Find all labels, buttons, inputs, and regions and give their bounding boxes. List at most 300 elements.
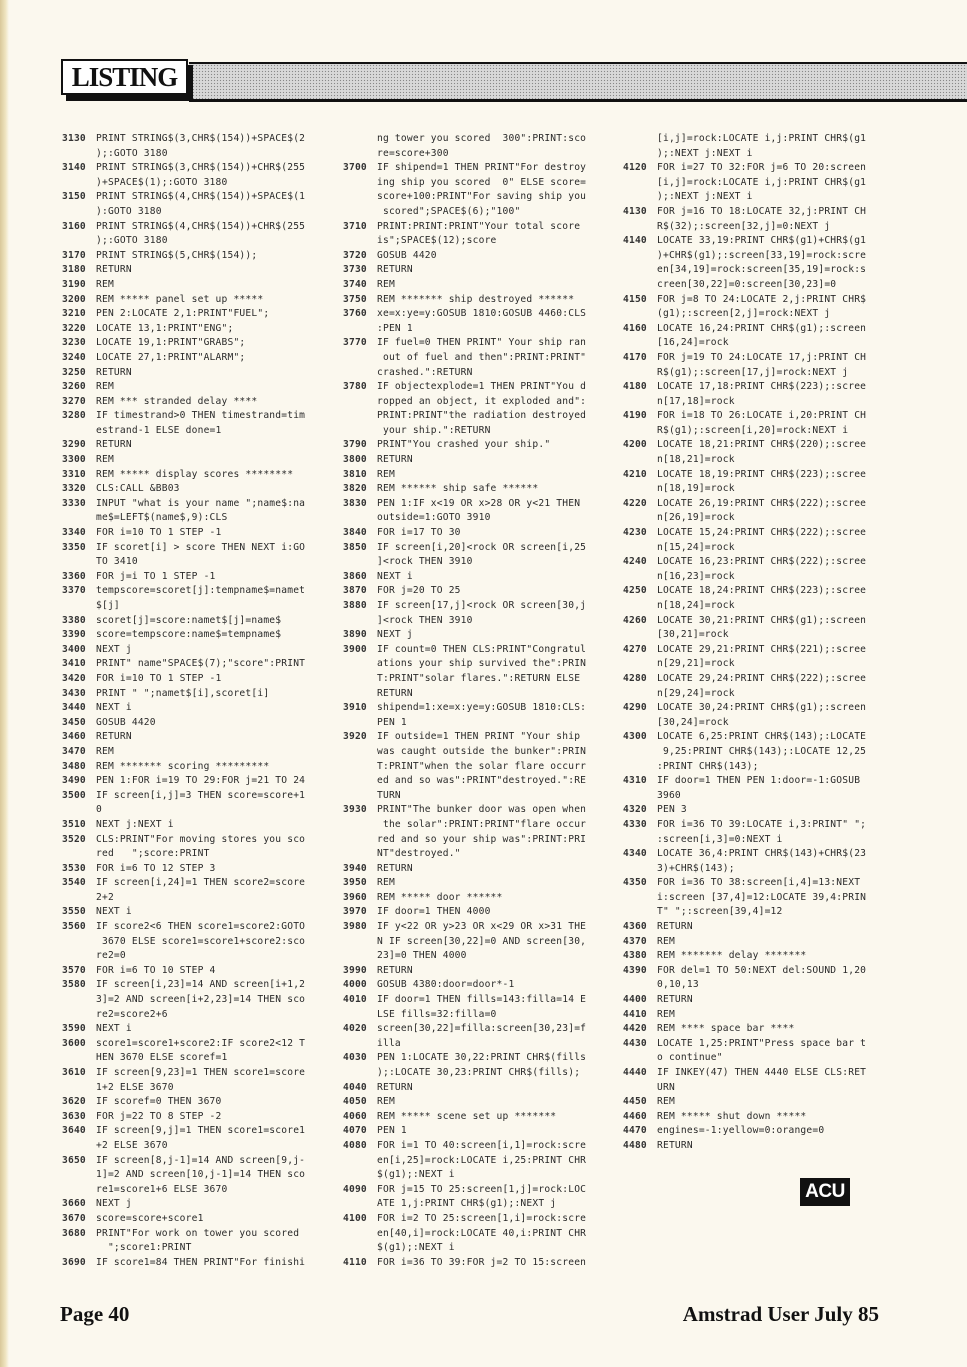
code-line [343,249,608,264]
code-segment: T:PRINT"when the solar flare occurr [377,760,587,772]
line-code [96,920,327,964]
code-segment: REM *** stranded delay **** [96,395,258,407]
line-number: 3890 [343,629,367,641]
line-code [657,774,888,803]
code-line [62,833,327,862]
code-line [623,322,888,351]
code-line [343,803,608,861]
code-segment: xe=x:ye=y:GOSUB 1810:GOSUB 4460:CLS [377,308,587,320]
line-number: 3610 [62,1067,86,1078]
code-segment: IF screen[i,23]=14 AND screen[i+1,2 [96,979,306,991]
line-number: 4460 [623,1110,647,1122]
line-code [96,351,327,366]
code-line [62,760,327,775]
code-line [343,905,608,920]
code-line [623,803,888,818]
code-line [623,1008,888,1023]
line-number: 3880 [343,600,367,611]
line-number: 4320 [623,804,647,816]
code-segment: FOR i=36 TO 38:screen[i,4]=13:NEXT [657,877,861,889]
line-code [96,978,327,1022]
line-number: 4080 [343,1139,367,1151]
code-segment: LOCATE 33,19:PRINT CHR$(g1)+CHR$(g1 [657,235,867,247]
code-segment: IF score1=84 THEN PRINT"For finishi [96,1256,306,1268]
line-code [96,789,327,818]
line-number: 3800 [343,454,367,466]
code-line [343,964,608,979]
line-number: 3300 [62,454,86,466]
code-line [343,891,608,906]
code-segment: IF screen[i,j]=3 THEN score=score+1 [96,789,306,801]
code-segment: HEN 3670 ELSE scoref=1 [96,1052,228,1064]
line-code [377,1022,608,1051]
code-segment: REM ******* scoring ********* [96,760,270,772]
line-code [657,614,888,643]
line-code [657,205,888,234]
line-code [377,599,608,628]
line-code [377,628,608,643]
code-line [62,1227,327,1256]
code-segment: LOCATE 29,24:PRINT CHR$(222);:scree [657,672,867,684]
line-number: 3320 [62,483,86,495]
line-number: 4450 [623,1096,647,1108]
page-number: Page 40 [60,1302,130,1326]
code-line [343,293,608,308]
code-segment: [i,j]=rock:LOCATE i,j:PRINT CHR$(g1 [657,133,867,144]
line-code [377,307,608,336]
line-code [377,438,608,453]
line-number: 3790 [343,439,367,451]
code-line [62,249,327,264]
line-number: 3870 [343,585,367,597]
section-header [61,59,967,99]
line-code [96,322,327,337]
code-line [343,468,608,483]
line-number: 4400 [623,994,647,1006]
code-segment: PEN 1:IF x<19 OR x>28 OR y<21 THEN [377,497,581,509]
code-segment: IF outside=1 THEN PRINT "Your ship [377,731,581,743]
listing-column-3 [623,132,888,1154]
code-segment: NEXT j [96,1198,132,1210]
code-segment: )+SPACE$(1);:GOTO 3180 [96,176,228,188]
line-code [96,380,327,395]
code-segment: R$(g1);:screen[i,20]=rock:NEXT i [657,424,849,436]
line-code [96,541,327,570]
code-line [343,584,608,599]
code-segment: GOSUB 4420 [377,249,437,261]
line-number: 4240 [623,556,647,568]
line-number: 3970 [343,906,367,918]
code-segment: 23]=0 THEN 4000 [377,950,467,962]
line-number: 3420 [62,672,86,684]
code-line [623,1095,888,1110]
line-code [377,584,608,599]
code-line [623,1066,888,1095]
code-segment: PRINT"For work on tower you scored [96,1227,300,1239]
code-line [62,541,327,570]
code-line [62,453,327,468]
line-number: 3510 [62,818,86,830]
line-number: 4420 [623,1023,647,1035]
code-segment: N IF screen[30,22]=0 AND screen[30, [377,935,587,947]
line-code [657,497,888,526]
listing-column-1 [62,132,327,1270]
code-line [343,220,608,249]
line-code [96,161,327,190]
line-number: 4430 [623,1037,647,1049]
code-line [62,1095,327,1110]
line-number: 3220 [62,322,86,334]
line-number: 4190 [623,410,647,422]
line-number: 4030 [343,1052,367,1064]
line-code [657,1139,888,1154]
code-segment: REM ******* ship destroyed ****** [377,293,575,305]
line-code [96,774,327,789]
line-number: 4140 [623,235,647,247]
code-line [62,1154,327,1198]
line-number: 4370 [623,935,647,947]
line-code [657,701,888,730]
code-segment: GOSUB 4420 [96,716,156,728]
line-code [377,1183,608,1212]
code-line [343,1022,608,1051]
code-segment: 3]=2 AND screen[i+2,23]=14 THEN sco [96,994,306,1006]
line-number: 3430 [62,687,86,699]
line-number: 3540 [62,877,86,889]
code-segment: IF y<22 OR y>23 OR x<29 OR x>31 THE [377,921,587,933]
line-code [377,453,608,468]
code-line [623,1110,888,1125]
line-code [377,132,608,161]
line-code [657,876,888,920]
page-spine [0,0,9,1367]
line-code [657,993,888,1008]
line-number: 3860 [343,570,367,582]
code-segment: tempscore=scoret[j]:tempname$=namet [96,585,306,597]
code-line [623,438,888,467]
code-line [343,701,608,730]
line-code [657,1037,888,1066]
code-line [62,409,327,438]
line-code [377,730,608,803]
code-line [62,220,327,249]
code-segment: IF door=1 THEN fills=143:filla=14 E [377,994,587,1006]
code-segment: RETURN [377,264,413,276]
line-number: 4410 [623,1008,647,1020]
line-number: 3590 [62,1023,86,1035]
line-number [623,132,657,161]
line-code [657,847,888,876]
line-code [96,687,327,702]
code-line [623,1139,888,1154]
code-segment: LOCATE 36,4:PRINT CHR$(143)+CHR$(23 [657,848,867,860]
code-segment: NEXT j [96,643,132,655]
code-line [623,409,888,438]
code-segment: $[j] [96,600,120,611]
line-number: 3500 [62,789,86,801]
line-number: 3680 [62,1227,86,1239]
code-segment: PEN 1 [377,716,407,728]
code-segment: ations your ship survived the":PRIN [377,658,587,670]
code-line [62,190,327,219]
code-line [343,643,608,701]
line-number: 4060 [343,1110,367,1122]
line-code [96,760,327,775]
code-segment: :PEN 1 [377,322,413,334]
line-number: 4100 [343,1212,367,1224]
code-segment: [i,j]=rock:LOCATE i,j:PRINT CHR$(g1 [657,176,867,188]
code-line [623,949,888,964]
line-code [377,293,608,308]
line-number: 3180 [62,264,86,276]
line-number: 3260 [62,381,86,393]
line-number: 4200 [623,439,647,451]
code-segment: URN [657,1081,675,1093]
code-segment: INPUT "what is your name ";name$:na [96,497,306,509]
line-number: 4210 [623,468,647,480]
line-number: 3380 [62,614,86,626]
code-line [62,482,327,497]
code-line [343,599,608,628]
code-line [623,701,888,730]
line-code [96,293,327,308]
code-segment: IF screen[17,j]<rock OR screen[30,j [377,600,587,611]
line-number: 4330 [623,818,647,830]
code-segment: );:NEXT j:NEXT i [657,147,753,159]
code-line [62,351,327,366]
line-number: 3230 [62,337,86,349]
line-code [657,730,888,774]
code-line [62,526,327,541]
code-line [62,497,327,526]
line-number: 3330 [62,497,86,509]
line-code [377,336,608,380]
line-number: 4440 [623,1067,647,1078]
line-code [96,132,327,161]
code-segment: LOCATE 26,19:PRINT CHR$(222);:scree [657,497,867,509]
code-line [62,336,327,351]
line-number: 4380 [623,950,647,962]
line-code [377,862,608,877]
code-line [623,380,888,409]
line-code [96,570,327,585]
code-line [623,526,888,555]
code-segment: PRINT"The bunker door was open when [377,804,587,816]
line-code [657,526,888,555]
code-segment: );:NEXT j:NEXT i [657,191,753,203]
code-segment: FOR i=17 TO 30 [377,527,461,539]
line-code [377,570,608,585]
code-line [623,730,888,774]
code-segment: );:LOCATE 30,23:PRINT CHR$(fills); [377,1067,581,1078]
code-segment: IF screen[i,20]<rock OR screen[i,25 [377,541,587,553]
code-line [343,541,608,570]
code-segment: PEN 1:FOR i=19 TO 29:FOR j=21 TO 24 [96,775,306,787]
code-segment: FOR i=6 TO 12 STEP 3 [96,862,216,874]
code-segment: FOR i=10 TO 1 STEP -1 [96,527,222,539]
line-code [377,482,608,497]
code-segment: IF door=1 THEN PEN 1:door=-1:GOSUB [657,775,861,787]
code-line [623,847,888,876]
line-number: 3250 [62,366,86,378]
code-segment: creen[30,22]=0:screen[30,23]=0 [657,278,837,290]
code-segment: 3960 [657,789,681,801]
code-line [62,905,327,920]
line-number: 3550 [62,906,86,918]
line-number: 4340 [623,848,647,860]
code-line [62,745,327,760]
code-line [623,1124,888,1139]
line-code [657,1110,888,1125]
code-segment: LOCATE 1,25:PRINT"Press space bar t [657,1037,867,1049]
code-segment: 3670 ELSE score1=score1+score2:sco [96,935,306,947]
line-number: 3480 [62,760,86,772]
code-line [623,132,888,161]
line-number: 3660 [62,1198,86,1210]
code-segment: REM [657,1096,675,1108]
line-number: 3460 [62,731,86,743]
code-segment: en[34,19]=rock:screen[35,19]=rock:s [657,264,867,276]
code-line [343,978,608,993]
code-segment: n[16,23]=rock [657,570,735,582]
line-number: 4120 [623,162,647,174]
code-segment: PRINT STRING$(5,CHR$(154)); [96,249,258,261]
code-segment: FOR j=15 TO 25:screen[1,j]=rock:LOC [377,1183,587,1195]
code-segment: [30,21]=rock [657,629,729,641]
line-code [96,628,327,643]
code-line [623,234,888,292]
code-line [343,380,608,438]
code-segment: IF screen[i,24]=1 THEN score2=score [96,877,306,889]
code-segment: CLS:PRINT"For moving stores you sco [96,833,306,845]
line-code [377,468,608,483]
line-number: 3400 [62,643,86,655]
code-segment: estrand-1 ELSE done=1 [96,424,222,436]
code-line [62,132,327,161]
code-line [343,570,608,585]
code-segment: n[29,21]=rock [657,658,735,670]
code-segment: +2 ELSE 3670 [96,1139,168,1151]
line-code [377,993,608,1022]
line-number: 4300 [623,731,647,743]
code-line [343,1110,608,1125]
code-segment: REM ***** scene set up ******* [377,1110,557,1122]
line-code [96,614,327,629]
line-code [96,833,327,862]
line-number: 3720 [343,249,367,261]
line-number: 4050 [343,1096,367,1108]
line-number: 3450 [62,716,86,728]
line-number: 4160 [623,322,647,334]
line-code [657,351,888,380]
line-code [96,657,327,672]
code-segment: n[26,19]=rock [657,512,735,524]
line-number: 4350 [623,877,647,889]
code-line [343,1183,608,1212]
code-line [623,1022,888,1037]
code-segment: RETURN [657,921,693,933]
line-number: 3710 [343,220,367,232]
code-segment: NEXT j:NEXT i [96,818,174,830]
line-code [96,497,327,526]
line-number: 3490 [62,775,86,787]
line-code [96,716,327,731]
line-number: 3670 [62,1212,86,1224]
listing-column-2 [343,132,608,1270]
line-code [657,935,888,950]
code-segment: IF count=0 THEN CLS:PRINT"Congratul [377,643,587,655]
code-segment: out of fuel and then":PRINT:PRINT" [377,351,587,363]
line-number: 3940 [343,862,367,874]
code-line [623,497,888,526]
code-segment: IF shipend=1 THEN PRINT"For destroy [377,162,587,174]
line-code [96,366,327,381]
code-segment: REM [657,935,675,947]
code-segment: ed and so was":PRINT"destroyed.":RE [377,775,587,787]
code-segment: GOSUB 4380:door=door*-1 [377,979,515,991]
code-segment: REM ***** display scores ******** [96,468,294,480]
code-segment: re=score+300 [377,147,449,159]
code-line [343,1212,608,1256]
line-code [96,876,327,905]
code-line [62,322,327,337]
code-line [62,614,327,629]
code-line [62,293,327,308]
line-code [377,701,608,730]
code-line [62,687,327,702]
line-code [657,584,888,613]
code-segment: REM **** space bar **** [657,1023,795,1035]
code-segment: en[40,i]=rock:LOCATE 40,i:PRINT CHR [377,1227,587,1239]
code-line [623,643,888,672]
code-segment: PEN 1:LOCATE 30,22:PRINT CHR$(fills [377,1052,587,1064]
code-line [62,774,327,789]
code-segment: FOR i=36 TO 39:LOCATE i,3:PRINT" "; [657,818,867,830]
code-segment: REM [377,468,395,480]
code-segment: IF door=1 THEN 4000 [377,906,491,918]
line-code [657,132,888,161]
code-line [623,993,888,1008]
code-segment: NT"destroyed." [377,848,461,860]
code-segment: IF timestrand>0 THEN timestrand=tim [96,410,306,422]
code-line [62,438,327,453]
code-line [62,920,327,964]
code-line [62,307,327,322]
code-segment: RETURN [657,994,693,1006]
code-segment: LOCATE 16,24:PRINT CHR$(g1);:screen [657,322,867,334]
code-line [343,1051,608,1080]
code-segment: TURN [377,789,401,801]
line-number: 3830 [343,497,367,509]
line-number: 3950 [343,877,367,889]
line-number: 4390 [623,964,647,976]
code-segment: PRINT STRING$(3,CHR$(154))+SPACE$(2 [96,133,306,144]
line-number: 4040 [343,1081,367,1093]
code-segment: REM [377,877,395,889]
code-line [623,876,888,920]
code-line [62,716,327,731]
line-code [377,1256,608,1271]
code-line [62,1256,327,1271]
code-segment: FOR i=18 TO 26:LOCATE i,20:PRINT CH [657,410,867,422]
code-line [343,438,608,453]
code-segment: FOR i=1 TO 40:screen[i,1]=rock:scre [377,1139,587,1151]
line-number: 3920 [343,731,367,743]
line-code [377,263,608,278]
code-segment: LOCATE 15,24:PRINT CHR$(222);:scree [657,527,867,539]
code-segment: T" ";:screen[39,4]=12 [657,906,783,918]
code-line [62,730,327,745]
